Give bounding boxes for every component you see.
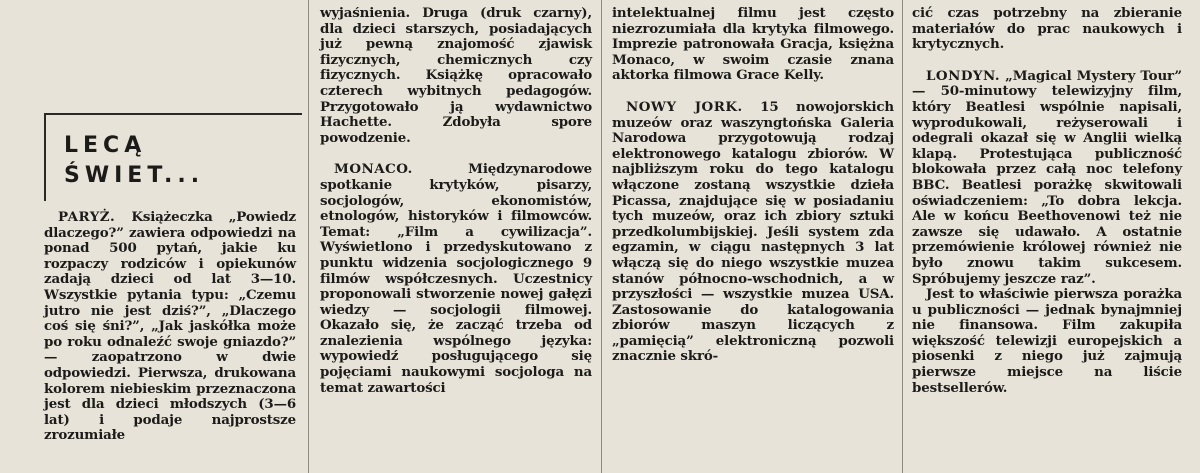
headline	[64, 131, 204, 191]
article-paris-text: Książeczka „Powiedz dlaczego?” zawiera odpowiedzi na ponad 500 pytań, jakie ku rozpaczy rodziców i opiekunów zadają dzieci od lat 3—10. Wszystkie pytania typu: „Czemu jutro nie jest dziś?”, „Dlaczego coś się śni?”, „Jak jaskółka może po roku odnaleźć swoje gniazdo?” — zaopatrzono w dwie odpowiedzi. Pierwsza, drukowana kolorem niebieskim przeznaczona jest dla dzieci młodszych (3—6 lat) i podaje najprostsze zrozumiałe	[44, 209, 296, 444]
column-new-york	[612, 6, 894, 365]
column-london	[912, 6, 1182, 396]
article-london-text: „Magical Mystery Tour” — 50-minutowy telewizyjny film, który Beatlesi wspólnie napisali, wyprodukowali, reżyserowali i odegrali okazał się w Anglii wielką klapą. Protestująca publiczność blokowała przez całą noc telefony BBC. Beatlesi porażkę skwitowali oświadczeniem: „To dobra lekcja. Ale w końcu Beethovenowi też nie zawsze się udawało. A ostatnie przemówienie królowej również nie było znowu takim sukcesem. Spróbujemy jeszcze raz”.	[912, 67, 1182, 287]
headline-frame-top	[44, 113, 302, 115]
column-rule-2	[601, 0, 602, 473]
article-paris-continued: wyjaśnienia. Druga (druk czarny), dla dzieci starszych, posiadających już pewną znajomość zjawisk fizycznych, chemicznych czy fizycznych. Książkę opracowało czterech wybitnych pedagogów. Przygotowało ją wydawnictwo Hachette. Zdobyła spore powodzenie.	[320, 5, 592, 146]
article-monaco-continued: intelektualnej filmu jest często niezrozumiała dla krytyka filmowego. Imprezie patronowała Gracja, księżna Monaco, w swoim czasie znana aktorka filmowa Grace Kelly.	[612, 5, 894, 84]
column-rule-1	[308, 0, 309, 473]
city-monaco: MONACO.	[334, 161, 413, 178]
headline-line-1: LECĄ	[64, 133, 147, 158]
article-new-york-text: 15 nowojorskich muzeów oraz waszyngtońska Galeria Narodowa przygotowują rodzaj elektronowego katalogu zbiorów. W najbliższym roku do tego katalogu włączone zostaną wszystkie dzieła Picassa, znajdujące się w posiadaniu tych muzeów, oraz ich zbiory sztuki przedkolumbijskiej. Jeśli system zda egzamin, w ciągu następnych 3 lat włączą się do niego wszystkie muzea stanów północno-wschodnich, a w przyszłości — wszystkie muzea USA. Zastosowanie do katalogowania zbiorów maszyn liczących z „pamięcią” elektroniczną pozwoli znacznie skró-	[612, 98, 894, 365]
headline-frame-left	[44, 113, 46, 201]
city-london: LONDYN.	[926, 67, 1001, 84]
column-paris	[44, 210, 296, 444]
article-new-york-continued: cić czas potrzebny na zbieranie materiałów do prac naukowych i krytycznych.	[912, 5, 1182, 53]
headline-line-2: ŚWIET...	[64, 163, 205, 188]
city-new-york: NOWY JORK.	[626, 98, 743, 115]
article-monaco-text: Międzynarodowe spotkanie krytyków, pisarzy, socjologów, ekonomistów, etnologów, historyków i filmowców. Temat: „Film a cywilizacja”. Wyświetlono i przedyskutowano z punktu widzenia socjologicznego 9 filmów współczesnych. Uczestnicy proponowali stworzenie nowej gałęzi wiedzy — socjologii filmowej. Okazało się, że zacząć trzeba od znalezienia wspólnego języka: wypowiedź posługującego się pojęciami naukowymi socjologa na temat zawartości	[320, 161, 592, 396]
city-paris: PARYŻ.	[58, 209, 116, 225]
column-rule-3	[902, 0, 903, 473]
column-monaco	[320, 6, 592, 396]
article-london-text-2: Jest to właściwie pierwsza porażka u publiczności — jednak bynajmniej nie finansowa. Film zakupiła większość telewizji europejskich a piosenki z niego już zajmują pierwsze miejsce na liście bestsellerów.	[912, 286, 1182, 396]
